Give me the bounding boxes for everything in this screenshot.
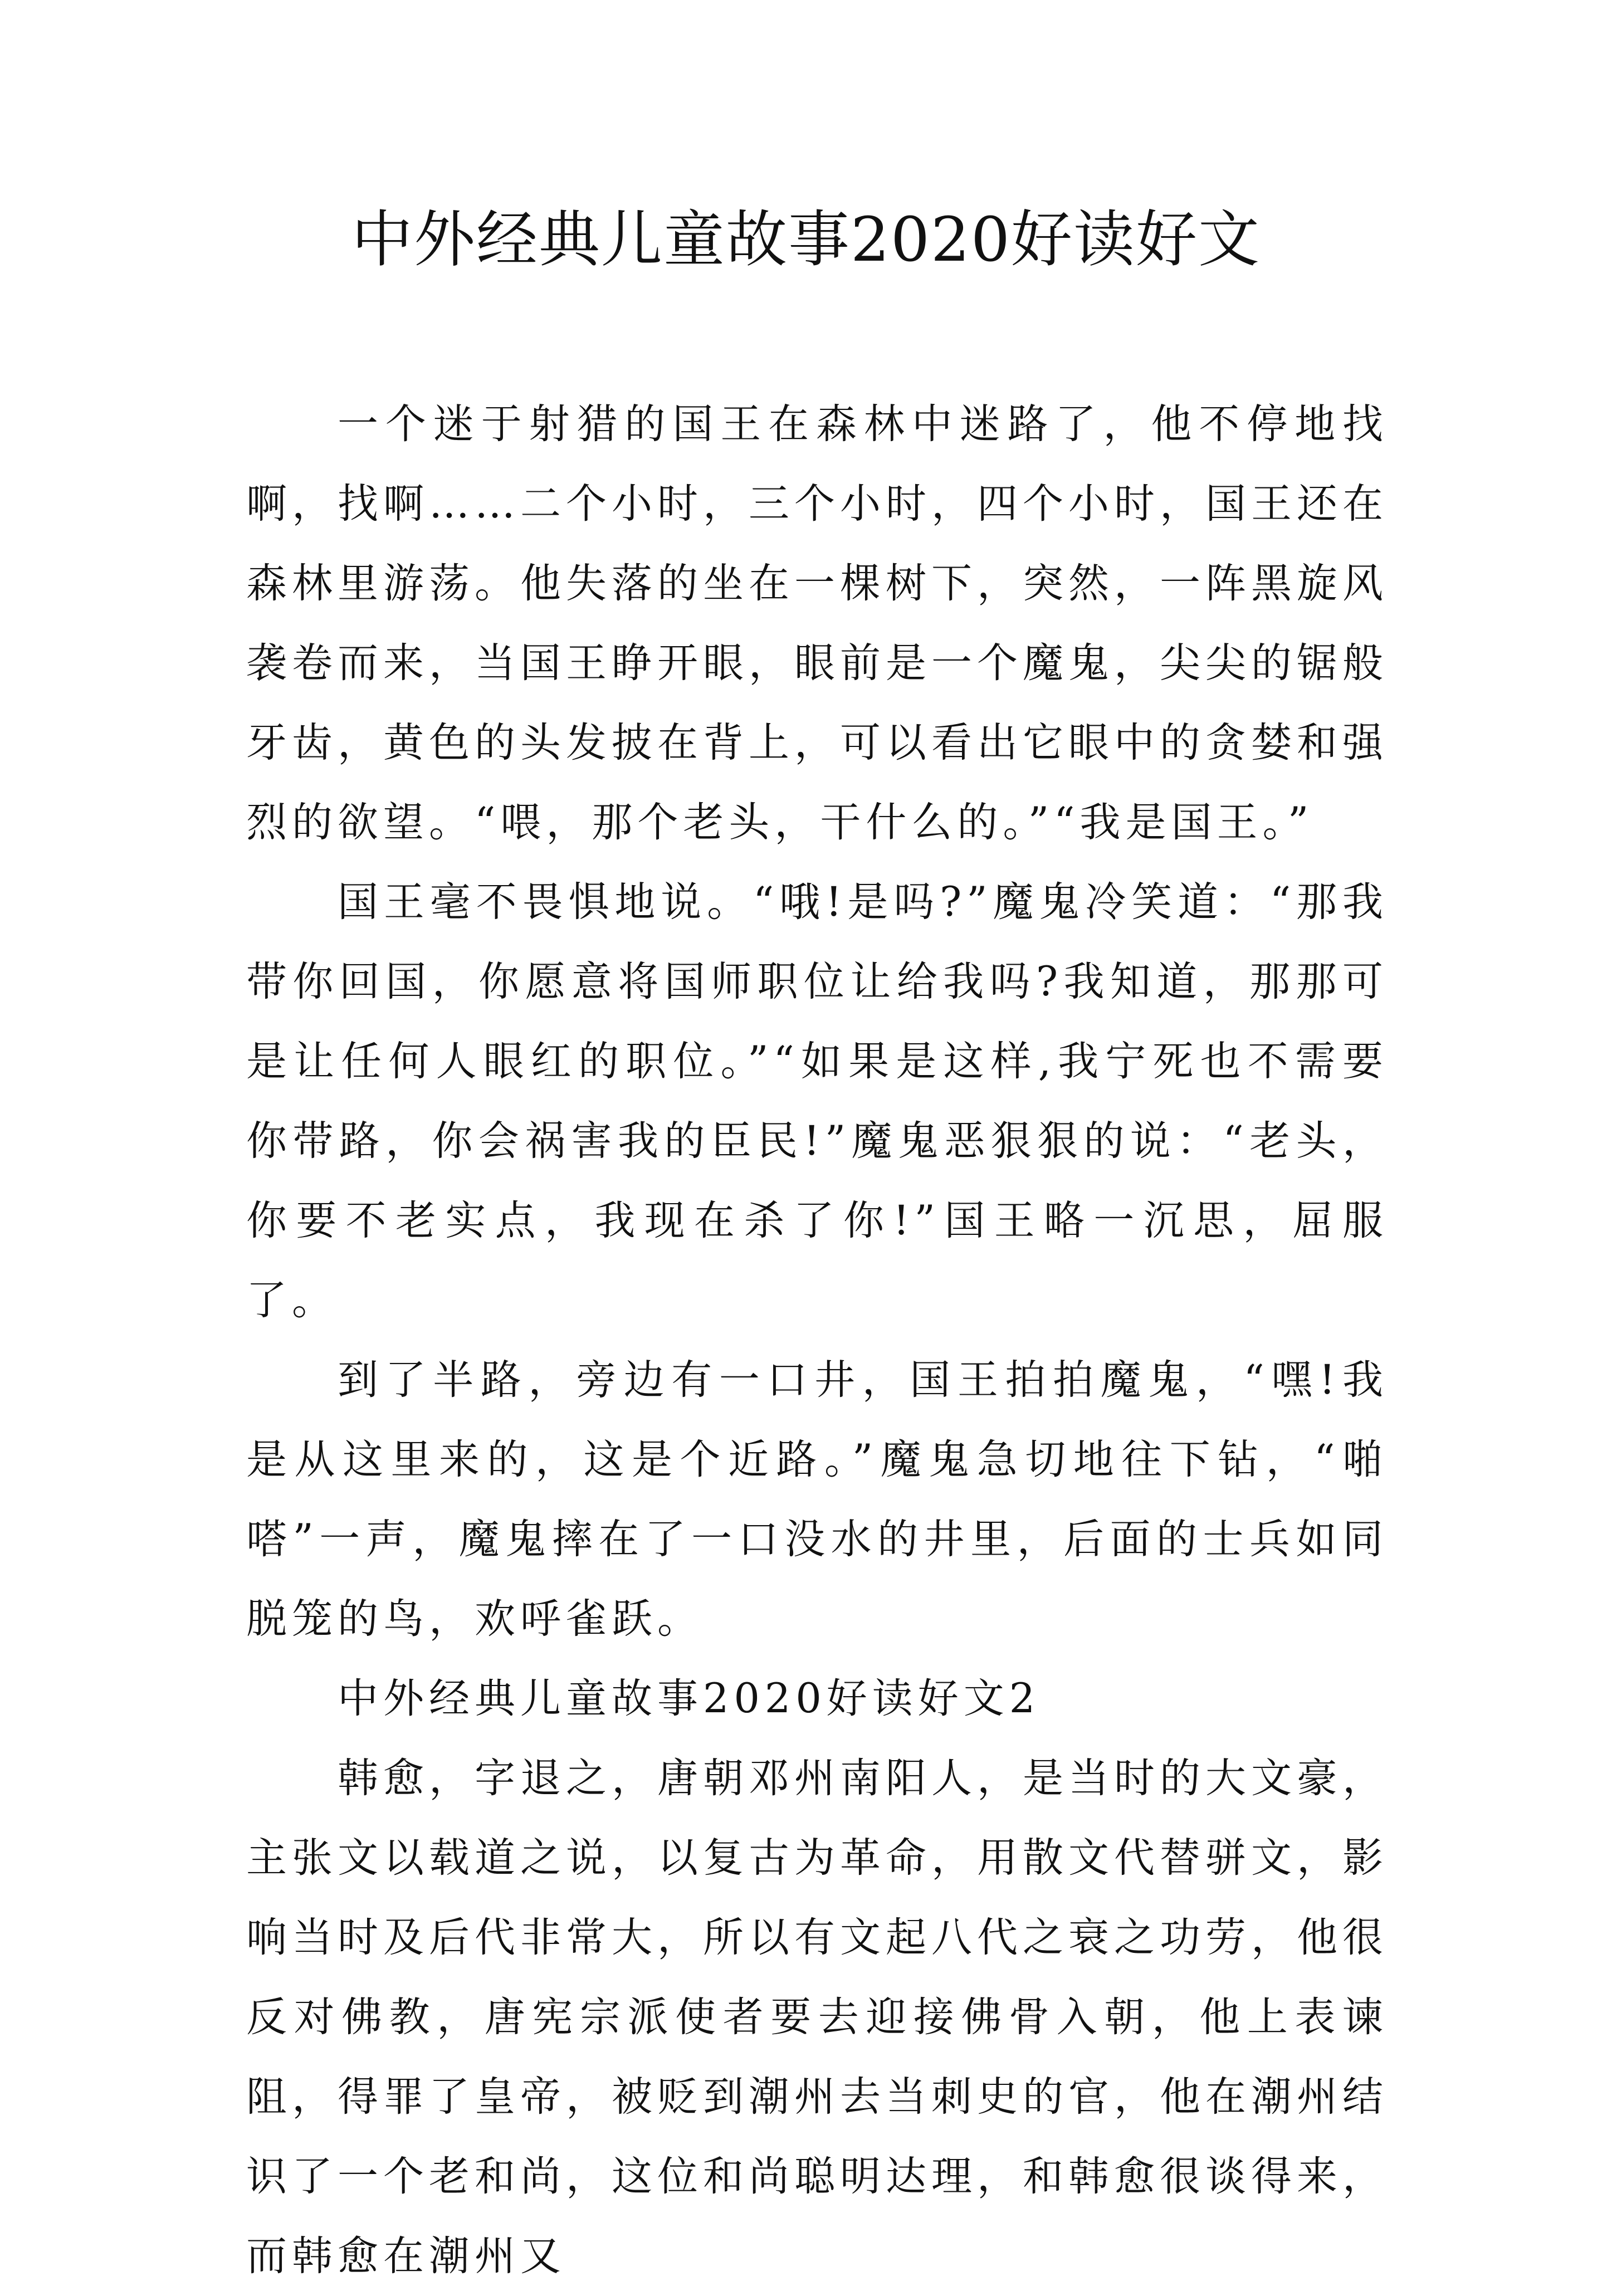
paragraph-well: 到了半路，旁边有一口井，国王拍拍魔鬼，“嘿!我是从这里来的，这是个近路。”魔鬼急切地往下钻，“啪嗒”一声，魔鬼摔在了一口没水的井里，后面的士兵如同脱笼的鸟，欢呼雀跃。 xyxy=(246,1356,1388,1643)
paragraph-han-yu: 韩愈，字退之，唐朝邓州南阳人，是当时的大文豪，主张文以载道之说，以复古为革命，用散文代替骈文，影响当时及后代非常大，所以有文起八代之衰之功劳，他很反对佛教，唐宪宗派使者要去迎接佛骨入朝，他上表谏阻，得罪了皇帝，被贬到潮州去当刺史的官，他在潮州结识了一个老和尚，这位和尚聪明达理，和韩愈很谈得来，而韩愈在潮州又 xyxy=(246,1755,1388,2280)
paragraph-lost-king: 一个迷于射猎的国王在森林中迷路了，他不停地找啊，找啊……二个小时，三个小时，四个小时，国王还在森林里游荡。他失落的坐在一棵树下，突然，一阵黑旋风袭卷而来，当国王睁开眼，眼前是一个魔鬼，尖尖的锯般牙齿，黄色的头发披在背上，可以看出它眼中的贪婪和强烈的欲望。“喂，那个老头，干什么的。”“我是国王。” xyxy=(246,400,1388,846)
document-body xyxy=(246,384,1388,2296)
document-title: 中外经典儿童故事2020好读好文 xyxy=(351,204,1261,275)
section-heading-2: 中外经典儿童故事2020好读好文2 xyxy=(338,1675,1041,1722)
paragraph-king-and-demon: 国王毫不畏惧地说。“哦!是吗?”魔鬼冷笑道：“那我带你回国，你愿意将国师职位让给我吗?我知道，那那可是让任何人眼红的职位。”“如果是这样,我宁死也不需要你带路，你会祸害我的臣民!”魔鬼恶狠狠的说：“老头，你要不老实点，我现在杀了你!”国王略一沉思，屈服了。 xyxy=(246,878,1388,1324)
